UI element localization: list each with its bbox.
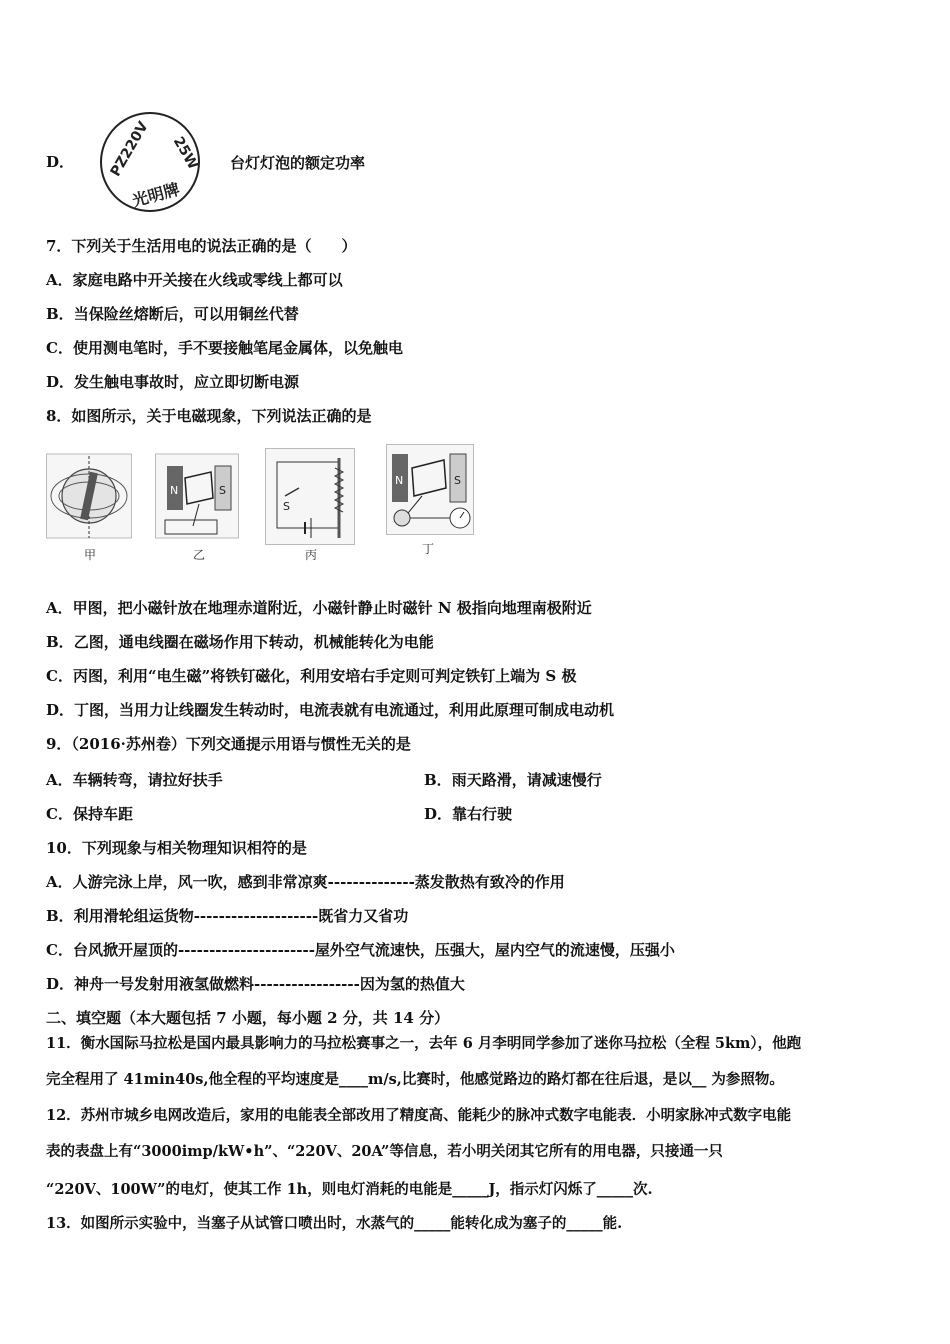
svg-text:25W: 25W [169,134,202,173]
figure-bing [265,448,355,564]
q9-options-row1: A．车辆转弯，请拉好扶手 B．雨天路滑，请减速慢行 [46,771,602,789]
q11-line-2: 完全程用了 41min40s,他全程的平均速度是____m/s,比赛时，他感觉路边的路灯都在往后退，是以__ 为参照物。 [46,1071,784,1088]
q9-options-row2: C．保持车距 D．靠右行驶 [46,805,513,823]
figure-ding [386,444,474,564]
figure-jia-caption: 甲 [84,548,97,562]
option-d-label: D． [46,153,75,171]
q10-option-a: A．人游完泳上岸，风一吹，感到非常凉爽--------------蒸发散热有致冷的作用 [46,873,565,891]
q7-stem: 7．下列关于生活用电的说法正确的是（ ） [46,237,357,255]
q7-option-b: B．当保险丝熔断后，可以用铜丝代替 [46,305,299,323]
figure-bing-caption: 丙 [305,548,318,562]
q12-line-2: 表的表盘上有“3000imp/kW•h”、“220V、20A”等信息，若小明关闭其它所有的用电器，只接通一只 [46,1143,723,1160]
figure-ding-caption: 丁 [422,542,435,556]
svg-text:N: N [170,484,179,497]
q11-line-1: 11．衡水国际马拉松是国内最具影响力的马拉松赛事之一，去年 6 月李明同学参加了迷你马拉松（全程 5km），他跑 [46,1035,802,1052]
svg-text:光明牌: 光明牌 [130,179,182,211]
q13-line-1: 13．如图所示实验中，当塞子从试管口喷出时，水蒸气的_____能转化成为塞子的_____能. [46,1215,623,1232]
q9-stem: 9．（2016·苏州卷）下列交通提示用语与惯性无关的是 [46,735,411,753]
q10-option-b: B．利用滑轮组运货物--------------------既省力又省功 [46,907,409,925]
q10-option-d: D．神舟一号发射用液氢做燃料-----------------因为氢的热值大 [46,975,465,993]
bulb-caption: 台灯灯泡的额定功率 [230,154,366,172]
svg-text:S: S [283,500,290,513]
q10-stem: 10．下列现象与相关物理知识相符的是 [46,839,307,857]
q7-option-d: D．发生触电事故时，应立即切断电源 [46,373,300,391]
section-2-title: 二、填空题（本大题包括 7 小题，每小题 2 分，共 14 分） [46,1009,450,1027]
figure-yi-caption: 乙 [193,548,206,562]
q8-option-b: B．乙图，通电线圈在磁场作用下转动，机械能转化为电能 [46,633,434,651]
svg-text:N: N [395,474,404,487]
q7-option-a: A．家庭电路中开关接在火线或零线上都可以 [46,271,343,289]
svg-text:S: S [219,484,226,497]
q7-option-c: C．使用测电笔时，手不要接触笔尾金属体，以免触电 [46,339,403,357]
figure-jia [46,448,132,564]
q8-option-c: C．丙图，利用“电生磁”将铁钉磁化，利用安培右手定则可判定铁钉上端为 S 极 [46,667,577,685]
q8-option-a: A．甲图，把小磁针放在地理赤道附近，小磁针静止时磁针 N 极指向地理南极附近 [46,599,592,617]
q10-option-c: C．台风掀开屋顶的----------------------屋外空气流速快，压强大，屋内空气的流速慢，压强小 [46,941,675,959]
svg-text:S: S [454,474,461,487]
bulb-nameplate-image [98,110,202,214]
svg-text:PZ220V: PZ220V [107,118,152,180]
figure-yi [155,448,239,564]
q8-stem: 8．如图所示，关于电磁现象，下列说法正确的是 [46,407,372,425]
q12-line-1: 12．苏州市城乡电网改造后，家用的电能表全部改用了精度高、能耗少的脉冲式数字电能表．小明家脉冲式数字电能 [46,1107,792,1124]
q8-option-d: D．丁图，当用力让线圈发生转动时，电流表就有电流通过，利用此原理可制成电动机 [46,701,615,719]
q12-line-3: “220V、100W”的电灯，使其工作 1h，则电灯消耗的电能是_____J，指示灯闪烁了_____次. [46,1181,653,1198]
